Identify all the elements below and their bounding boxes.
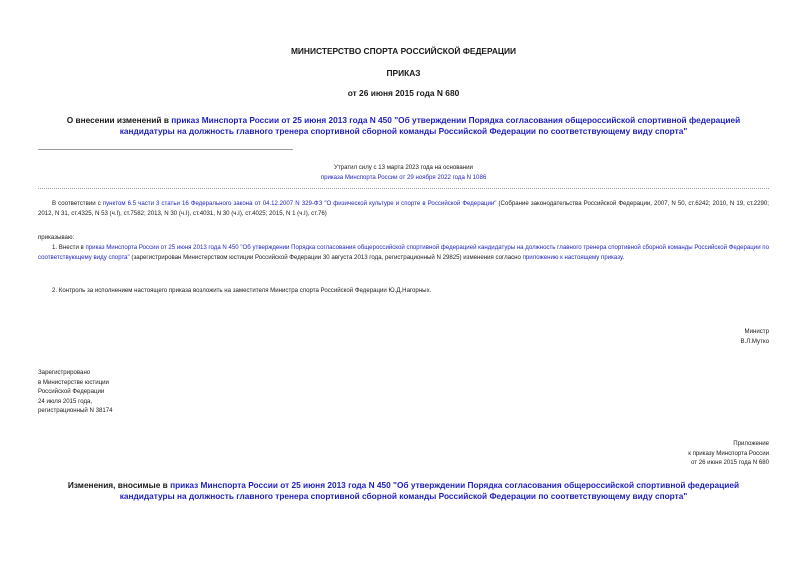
appendix-title-prefix: Изменения, вносимые в [67,480,171,490]
signature-name: В.Л.Мутко [740,337,769,345]
status-text: Утратил силу с 13 марта 2023 года на основании [334,164,473,171]
title-prefix: О внесении изменений в [66,115,172,125]
appendix-line1: Приложение [733,440,769,447]
preamble-paragraph [38,199,769,218]
preamble-tail: (Собрание законодательства Российской Федерации, 2007, N 50, ст.6242; 2010, N 19, ст.2290; 2012, N 31, ст.4325, N 53 (ч.I), ст.7582; 2013, N 30 (ч.I), ст.4031, N 30 (ч.I), ст.4025; 2015, N 1 (ч.I), ст.76) [38,200,769,217]
signature-block [740,327,769,346]
item-1-appendix-link[interactable]: приложению к настоящему приказу [522,253,623,261]
order-word: приказываю: [38,234,75,241]
ministry-heading: МИНИСТЕРСТВО СПОРТА РОССИЙСКОЙ ФЕДЕРАЦИИ [290,46,517,56]
registration-line1: Зарегистрировано [38,369,91,376]
item-1-middle: (зарегистрирован Министерством юстиции Российской Федерации 30 августа 2013 года, регистрационный N 29825) изменения согласно [129,253,523,261]
title-link-line1[interactable]: приказ Минспорта России от 25 июня 2013 года N 450 "Об утверждении Порядка согласования общероссийской спортивной федерацией [171,115,741,125]
item-1-order-link[interactable]: приказ Минспорта России от 25 июня 2013 года N 450 "Об утверждении Порядка согласования общероссийской спортивной федерацией кандидатуры на должность главного тренера спортивной сборной команды Российской Федерации по соответствующему виду спорта" [38,244,769,261]
preamble-intro: В соответствии с [52,200,103,207]
status-block [38,163,769,182]
appendix-block [688,439,769,468]
separator-short [38,149,293,150]
registration-line3: Российской Федерации [38,388,105,396]
item-1-end: . [622,253,625,261]
registration-block [38,368,113,416]
registration-line5: регистрационный N 38174 [38,407,113,415]
signature-role: Министр [744,328,769,335]
appendix-title-link-line1[interactable]: приказ Минспорта России от 25 июня 2013 года N 450 "Об утверждении Порядка согласования общероссийской спортивной федерацией [170,480,740,490]
status-link[interactable]: приказа Минспорта России от 29 ноября 2022 года N 1086 [320,173,487,181]
registration-line2: в Министерстве юстиции [38,378,109,386]
item-1-prefix: 1. Внести в [52,244,86,251]
preamble-law-link[interactable]: пунктом 6.5 части 3 статьи 16 Федерального закона от 04.12.2007 N 329-ФЗ "О физической культуре и спорте в Российской Федерации" [102,200,497,207]
title-link-line2[interactable]: кандидатуры на должность главного тренера спортивной сборной команды Российской Федерации по соответствующему виду спорта" [119,126,688,136]
appendix-title-link-line2[interactable]: кандидатуры на должность главного тренера спортивной сборной команды Российской Федерации по соответствующему виду спорта" [119,491,688,501]
registration-line4: 24 июля 2015 года, [38,397,93,405]
document-title [30,115,777,137]
document-type: ПРИКАЗ [386,68,421,78]
item-1-paragraph [38,243,769,262]
document-date: от 26 июня 2015 года N 680 [347,88,460,98]
separator-dotted [38,188,769,189]
appendix-line2: к приказу Минспорта России [688,449,769,457]
appendix-line3: от 26 июня 2015 года N 680 [690,459,769,467]
item-2-paragraph: 2. Контроль за исполнением настоящего приказа возложить на заместителя Министра спорта Российской Федерации Ю.Д.Нагорных. [52,287,432,294]
appendix-title [30,480,777,502]
